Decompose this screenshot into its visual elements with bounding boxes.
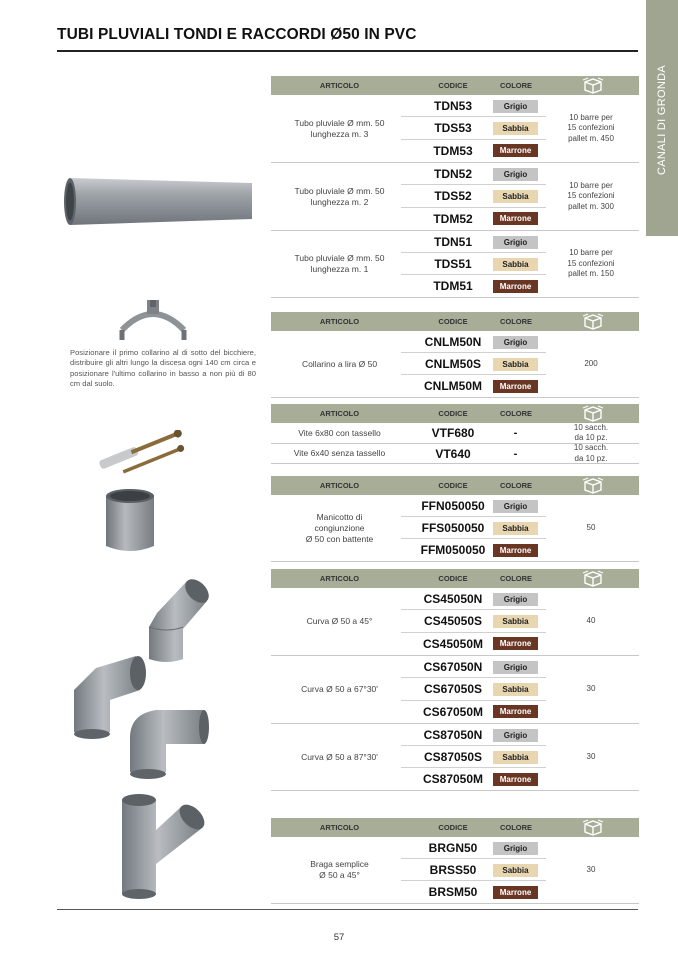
packaging-info: 200 bbox=[584, 358, 598, 368]
y-branch-image bbox=[116, 790, 208, 902]
color-badge-sabbia: Sabbia bbox=[493, 615, 538, 628]
product-code: CS45050M bbox=[422, 636, 484, 651]
header-colore: COLORE bbox=[499, 409, 533, 418]
table-header bbox=[271, 312, 639, 331]
product-group bbox=[271, 444, 639, 464]
color-badge-grigio: Grigio bbox=[493, 500, 538, 513]
color-badge-marrone: Marrone bbox=[493, 380, 538, 393]
article-description: Curva Ø 50 a 45° bbox=[306, 616, 373, 626]
product-code: BRSS50 bbox=[429, 863, 477, 877]
color-badge-marrone: Marrone bbox=[493, 705, 538, 718]
product-row bbox=[271, 881, 639, 903]
product-code: BRGN50 bbox=[428, 841, 478, 855]
product-row bbox=[271, 208, 639, 230]
product-code: TDM52 bbox=[433, 211, 473, 226]
color-badge-marrone: Marrone bbox=[493, 280, 538, 293]
header-articolo: ARTICOLO bbox=[319, 823, 360, 832]
color-badge-sabbia: Sabbia bbox=[493, 864, 538, 877]
product-group bbox=[271, 495, 639, 562]
color-badge-sabbia: Sabbia bbox=[493, 751, 538, 764]
page-title: TUBI PLUVIALI TONDI E RACCORDI Ø50 IN PVC bbox=[57, 26, 417, 43]
color-none: - bbox=[513, 448, 518, 460]
header-packaging bbox=[579, 313, 607, 330]
product-code: TDM51 bbox=[433, 279, 473, 293]
header-articolo: ARTICOLO bbox=[319, 574, 360, 583]
table-header bbox=[271, 476, 639, 495]
product-row bbox=[271, 275, 639, 297]
color-badge-sabbia: Sabbia bbox=[493, 258, 538, 271]
product-row bbox=[271, 656, 639, 678]
product-code: CS45050N bbox=[423, 592, 483, 606]
color-badge-marrone: Marrone bbox=[493, 773, 538, 786]
product-row bbox=[271, 610, 639, 632]
elbow-45-image bbox=[143, 575, 213, 665]
product-code: VTF680 bbox=[431, 426, 475, 440]
article-description: Curva Ø 50 a 67°30' bbox=[301, 684, 378, 694]
product-table bbox=[271, 818, 639, 904]
product-table bbox=[271, 569, 639, 791]
color-badge-marrone: Marrone bbox=[493, 544, 538, 557]
header-packaging bbox=[579, 77, 607, 94]
color-badge-sabbia: Sabbia bbox=[493, 190, 538, 203]
coupling-image bbox=[104, 488, 156, 554]
product-row bbox=[271, 588, 639, 610]
product-row bbox=[271, 746, 639, 768]
color-badge-grigio: Grigio bbox=[493, 336, 538, 349]
packaging-info: 10 sacch. da 10 pz. bbox=[573, 443, 609, 463]
article-description: Vite 6x80 con tassello bbox=[298, 427, 381, 438]
article-description: Curva Ø 50 a 87°30' bbox=[301, 751, 378, 762]
footer-divider bbox=[57, 909, 638, 910]
product-row bbox=[271, 253, 639, 275]
header-articolo: ARTICOLO bbox=[319, 409, 360, 418]
product-code: TDN52 bbox=[433, 167, 472, 181]
product-code: CNLM50M bbox=[423, 379, 482, 393]
product-row bbox=[271, 140, 639, 162]
product-group bbox=[271, 331, 639, 398]
product-row bbox=[271, 331, 639, 353]
product-code: TDS53 bbox=[434, 121, 472, 136]
product-code: CS87050N bbox=[423, 728, 483, 742]
header-colore: COLORE bbox=[499, 823, 533, 832]
product-code: CNLM50S bbox=[424, 357, 481, 371]
header-codice: CODICE bbox=[438, 317, 468, 326]
article-description: Braga semplice Ø 50 a 45° bbox=[310, 859, 369, 880]
header-packaging bbox=[579, 477, 607, 494]
clamp-image bbox=[118, 300, 188, 348]
header-packaging bbox=[579, 570, 607, 587]
side-tab-label: CANALI DI GRONDA bbox=[656, 65, 668, 175]
product-table bbox=[271, 476, 639, 562]
header-colore: COLORE bbox=[499, 317, 533, 326]
color-badge-grigio: Grigio bbox=[493, 236, 538, 249]
product-code: CS87050S bbox=[423, 750, 483, 764]
title-divider bbox=[57, 50, 638, 52]
product-code: TDS51 bbox=[434, 257, 472, 271]
product-row bbox=[271, 724, 639, 746]
table-header bbox=[271, 76, 639, 95]
box-icon bbox=[582, 405, 604, 422]
product-code: TDN51 bbox=[433, 235, 472, 249]
packaging-info: 30 bbox=[586, 751, 596, 761]
color-badge-marrone: Marrone bbox=[493, 212, 538, 225]
color-badge-marrone: Marrone bbox=[493, 144, 538, 157]
article-description: Collarino a lira Ø 50 bbox=[301, 358, 378, 369]
product-group bbox=[271, 724, 639, 791]
color-none: - bbox=[513, 427, 518, 439]
product-code: FFM050050 bbox=[420, 543, 486, 557]
product-row bbox=[271, 231, 639, 253]
product-row bbox=[271, 444, 639, 464]
color-badge-sabbia: Sabbia bbox=[493, 358, 538, 371]
product-row bbox=[271, 163, 639, 185]
elbow-87-image bbox=[126, 704, 210, 780]
header-colore: COLORE bbox=[499, 574, 533, 583]
packaging-info: 40 bbox=[586, 616, 596, 626]
product-code: CS67050S bbox=[423, 682, 483, 697]
color-badge-grigio: Grigio bbox=[493, 593, 538, 606]
header-articolo: ARTICOLO bbox=[319, 317, 360, 326]
product-row bbox=[271, 353, 639, 375]
color-badge-grigio: Grigio bbox=[493, 661, 538, 674]
header-codice: CODICE bbox=[438, 574, 468, 583]
product-table bbox=[271, 312, 639, 398]
header-codice: CODICE bbox=[438, 81, 468, 90]
screw-image bbox=[92, 430, 188, 474]
installation-note: Posizionare il primo collarino al di sotto del bicchiere, distribuire gli altri lungo la discesa ogni 140 cm circa e posizionare l'ultimo collarino in basso a non più di 80 cm dal suolo. bbox=[70, 348, 256, 389]
product-code: TDS52 bbox=[434, 189, 472, 204]
product-group bbox=[271, 423, 639, 444]
packaging-info: 30 bbox=[586, 684, 596, 694]
page-number: 57 bbox=[333, 932, 345, 943]
packaging-info: 10 barre per 15 confezioni pallet m. 450 bbox=[567, 112, 615, 143]
header-packaging bbox=[579, 819, 607, 836]
header-packaging bbox=[579, 405, 607, 422]
product-code: FFN050050 bbox=[421, 499, 485, 513]
product-code: TDM53 bbox=[433, 143, 473, 158]
packaging-info: 10 sacch. da 10 pz. bbox=[573, 422, 609, 442]
product-code: CS87050M bbox=[422, 772, 484, 786]
product-code: CNLM50N bbox=[424, 335, 482, 349]
header-articolo: ARTICOLO bbox=[319, 81, 360, 90]
header-codice: CODICE bbox=[438, 409, 468, 418]
product-group bbox=[271, 656, 639, 724]
color-badge-grigio: Grigio bbox=[493, 168, 538, 181]
article-description: Tubo pluviale Ø mm. 50 lunghezza m. 3 bbox=[294, 117, 385, 139]
packaging-info: 10 barre per 15 confezioni pallet m. 300 bbox=[567, 180, 615, 211]
packaging-info: 50 bbox=[586, 522, 596, 532]
product-row bbox=[271, 678, 639, 700]
product-row bbox=[271, 185, 639, 207]
color-badge-grigio: Grigio bbox=[493, 842, 538, 855]
product-group bbox=[271, 231, 639, 298]
product-group bbox=[271, 837, 639, 904]
product-row bbox=[271, 517, 639, 539]
product-row bbox=[271, 95, 639, 117]
section-side-tab bbox=[646, 0, 678, 236]
color-badge-sabbia: Sabbia bbox=[493, 683, 538, 696]
color-badge-grigio: Grigio bbox=[493, 729, 538, 742]
product-row bbox=[271, 837, 639, 859]
pipe-image bbox=[62, 175, 260, 229]
product-code: CS45050S bbox=[423, 614, 483, 629]
product-row bbox=[271, 539, 639, 561]
packaging-info: 30 bbox=[586, 864, 596, 874]
header-colore: COLORE bbox=[499, 481, 533, 490]
product-code: VT640 bbox=[435, 447, 471, 461]
color-badge-marrone: Marrone bbox=[493, 886, 538, 899]
color-badge-marrone: Marrone bbox=[493, 637, 538, 650]
header-colore: COLORE bbox=[499, 81, 533, 90]
header-codice: CODICE bbox=[438, 823, 468, 832]
article-description: Tubo pluviale Ø mm. 50 lunghezza m. 2 bbox=[294, 185, 385, 207]
box-icon bbox=[582, 819, 604, 836]
product-table bbox=[271, 76, 639, 298]
table-header bbox=[271, 569, 639, 588]
box-icon bbox=[582, 570, 604, 587]
product-row bbox=[271, 117, 639, 139]
product-code: TDN53 bbox=[433, 99, 472, 113]
header-codice: CODICE bbox=[438, 481, 468, 490]
product-group bbox=[271, 588, 639, 656]
product-row bbox=[271, 375, 639, 397]
product-group bbox=[271, 163, 639, 231]
product-code: FFS050050 bbox=[421, 521, 485, 535]
product-code: CS67050M bbox=[422, 704, 484, 719]
box-icon bbox=[582, 77, 604, 94]
color-badge-grigio: Grigio bbox=[493, 100, 538, 113]
product-code: BRSM50 bbox=[428, 885, 478, 899]
product-row bbox=[271, 859, 639, 881]
product-row bbox=[271, 768, 639, 790]
article-description: Vite 6x40 senza tassello bbox=[293, 448, 386, 458]
packaging-info: 10 barre per 15 confezioni pallet m. 150 bbox=[567, 248, 615, 279]
article-description: Manicotto di congiunzione Ø 50 con battente bbox=[305, 511, 374, 544]
product-row bbox=[271, 495, 639, 517]
table-header bbox=[271, 404, 639, 423]
product-group bbox=[271, 95, 639, 163]
box-icon bbox=[582, 313, 604, 330]
article-description: Tubo pluviale Ø mm. 50 lunghezza m. 1 bbox=[294, 253, 385, 274]
color-badge-sabbia: Sabbia bbox=[493, 522, 538, 535]
product-row bbox=[271, 701, 639, 723]
header-articolo: ARTICOLO bbox=[319, 481, 360, 490]
table-header bbox=[271, 818, 639, 837]
product-row bbox=[271, 423, 639, 444]
product-code: CS67050N bbox=[423, 660, 483, 674]
product-table bbox=[271, 404, 639, 464]
product-row bbox=[271, 633, 639, 655]
box-icon bbox=[582, 477, 604, 494]
color-badge-sabbia: Sabbia bbox=[493, 122, 538, 135]
